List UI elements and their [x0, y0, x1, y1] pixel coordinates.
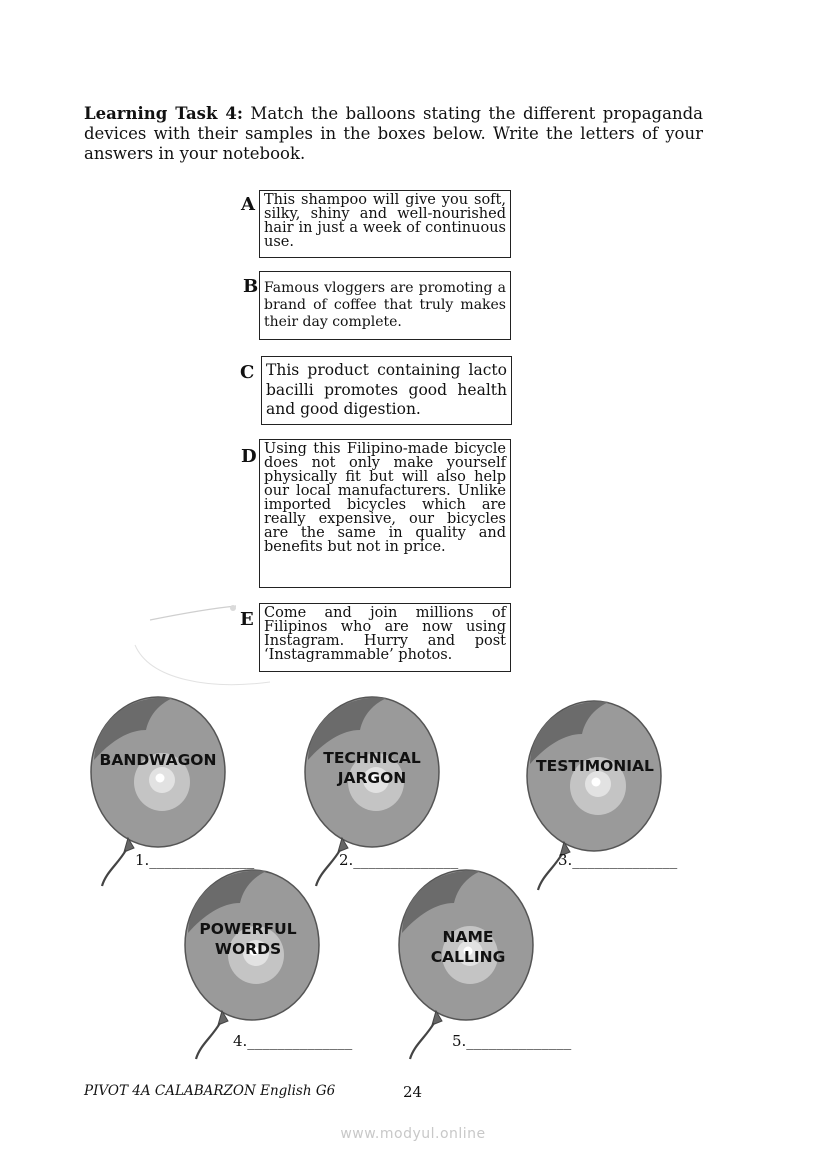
balloon-label-2: TECHNICAL JARGON — [323, 749, 421, 787]
answer-blank-2[interactable]: 2.______________ — [339, 851, 459, 869]
answer-blank-1[interactable]: 1.______________ — [135, 851, 255, 869]
footer-source: PIVOT 4A CALABARZON English G6 — [84, 1083, 336, 1099]
sample-box-e: Come and join millions of Filipinos who are now using Instagram. Hurry and post ‘Instagrammable’ photos. — [259, 603, 511, 672]
balloon-label-5: NAME CALLING — [430, 928, 506, 966]
sample-box-b: Famous vloggers are promoting a brand of coffee that truly makes their day complete. — [259, 271, 511, 340]
box-letter-c: C — [240, 362, 255, 383]
watermark: www.modyul.online — [340, 1126, 486, 1142]
page-number: 24 — [403, 1083, 423, 1101]
box-letter-a: A — [241, 194, 255, 215]
balloon-label-4: POWERFUL WORDS — [199, 920, 297, 958]
sample-box-c: This product containing lacto bacilli promotes good health and good digestion. — [261, 356, 512, 425]
answer-blank-4[interactable]: 4.______________ — [233, 1032, 353, 1050]
balloon-label-1: BANDWAGON — [99, 751, 217, 769]
task-label: Learning Task 4: — [84, 104, 243, 123]
box-letter-b: B — [243, 276, 259, 297]
task-text: Match the balloons stating the different propaganda devices with their samples in the boxes below. Write the letters of your answers in your notebook. — [84, 104, 703, 163]
box-letter-d: D — [241, 446, 257, 467]
answer-blank-5[interactable]: 5.______________ — [452, 1032, 572, 1050]
box-letter-e: E — [240, 609, 254, 630]
balloon-label-3: TESTIMONIAL — [536, 757, 654, 775]
sample-box-d: Using this Filipino-made bicycle does not only make yourself physically fit but will also help our local manufacturers. Unlike imported bicycles which are really expensive, our bicycles are the same in quality and benefits but not in price. — [259, 439, 511, 588]
sample-box-a: This shampoo will give you soft, silky, shiny and well-nourished hair in just a week of continuous use. — [259, 190, 511, 258]
answer-blank-3[interactable]: 3.______________ — [558, 851, 678, 869]
balloon-powerful-words — [185, 870, 319, 1059]
